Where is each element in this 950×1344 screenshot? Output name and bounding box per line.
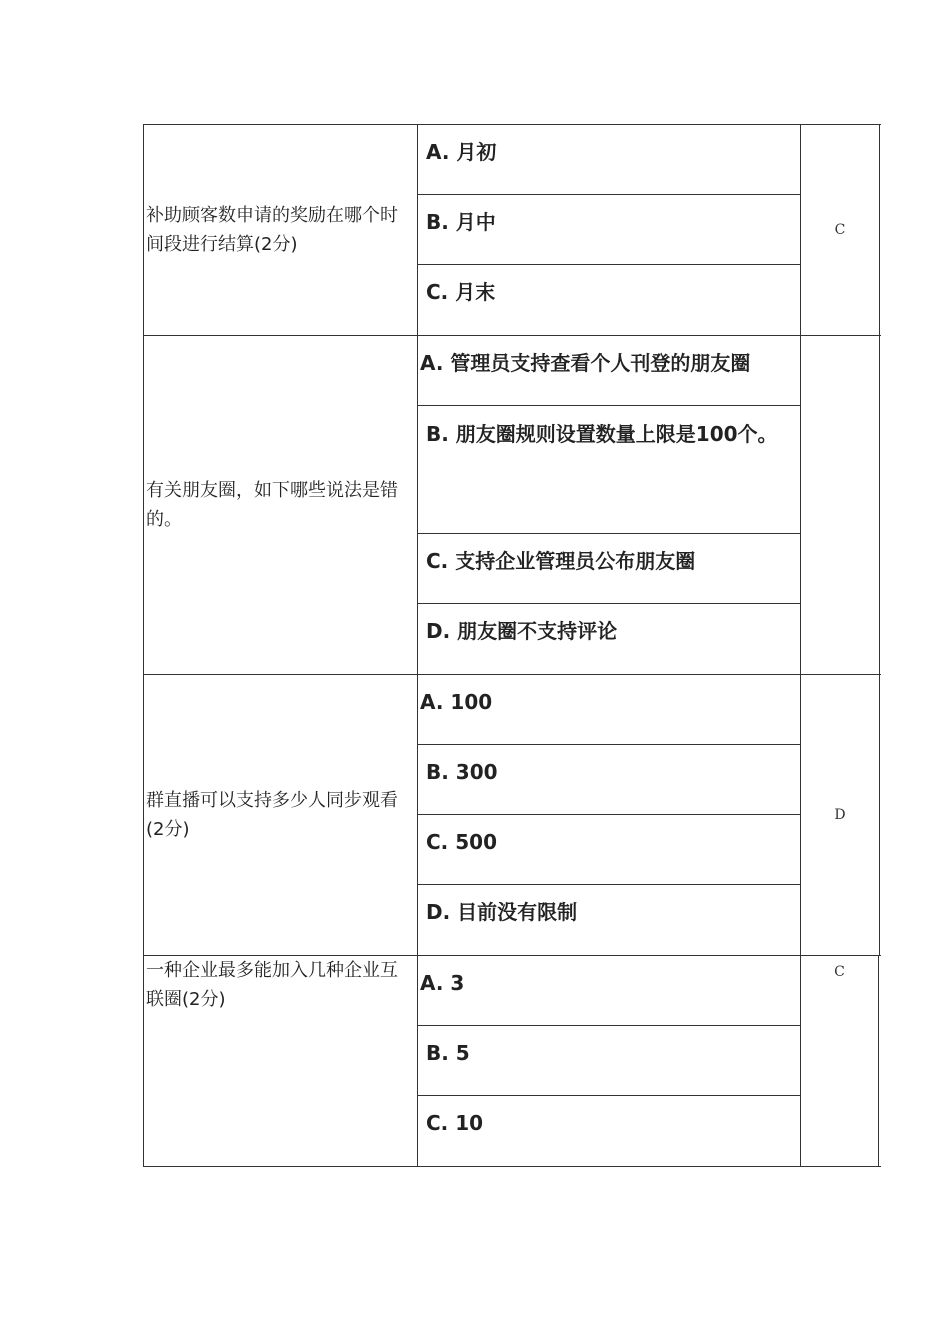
option-a: A. 3	[418, 956, 800, 1026]
question-row-4	[144, 956, 881, 1167]
question-text: 一种企业最多能加入几种企业互联圈(2分)	[144, 956, 418, 1166]
question-text: 有关朋友圈，如下哪些说法是错的。	[144, 336, 418, 674]
question-text: 群直播可以支持多少人同步观看(2分)	[144, 675, 418, 955]
option-list	[418, 125, 801, 335]
answer-cell	[801, 336, 880, 674]
option-b: B. 300	[418, 745, 800, 815]
option-c: C. 支持企业管理员公布朋友圈	[418, 534, 800, 604]
answer-cell: C	[801, 956, 879, 1166]
quiz-table	[143, 124, 881, 1167]
option-c: C. 月末	[426, 280, 496, 304]
option-list	[418, 336, 801, 674]
option-b: B. 月中	[418, 195, 800, 265]
option-d: D. 目前没有限制	[426, 900, 578, 924]
option-list	[418, 956, 801, 1166]
option-c: C. 10	[426, 1111, 484, 1135]
answer-cell: D	[801, 675, 880, 955]
option-list	[418, 675, 801, 955]
option-a: A. 管理员支持查看个人刊登的朋友圈	[418, 336, 800, 406]
option-b: B. 朋友圈规则设置数量上限是100个。	[418, 406, 800, 534]
option-a: A. 月初	[418, 125, 800, 195]
question-row-2	[144, 336, 881, 675]
question-row-1	[144, 125, 881, 336]
question-row-3	[144, 675, 881, 956]
option-a: A. 100	[418, 675, 800, 745]
option-d: D. 朋友圈不支持评论	[426, 619, 618, 643]
question-text: 补助顾客数申请的奖励在哪个时间段进行结算(2分)	[144, 125, 418, 335]
option-b: B. 5	[418, 1026, 800, 1096]
answer-cell: C	[801, 125, 880, 335]
option-c: C. 500	[418, 815, 800, 885]
